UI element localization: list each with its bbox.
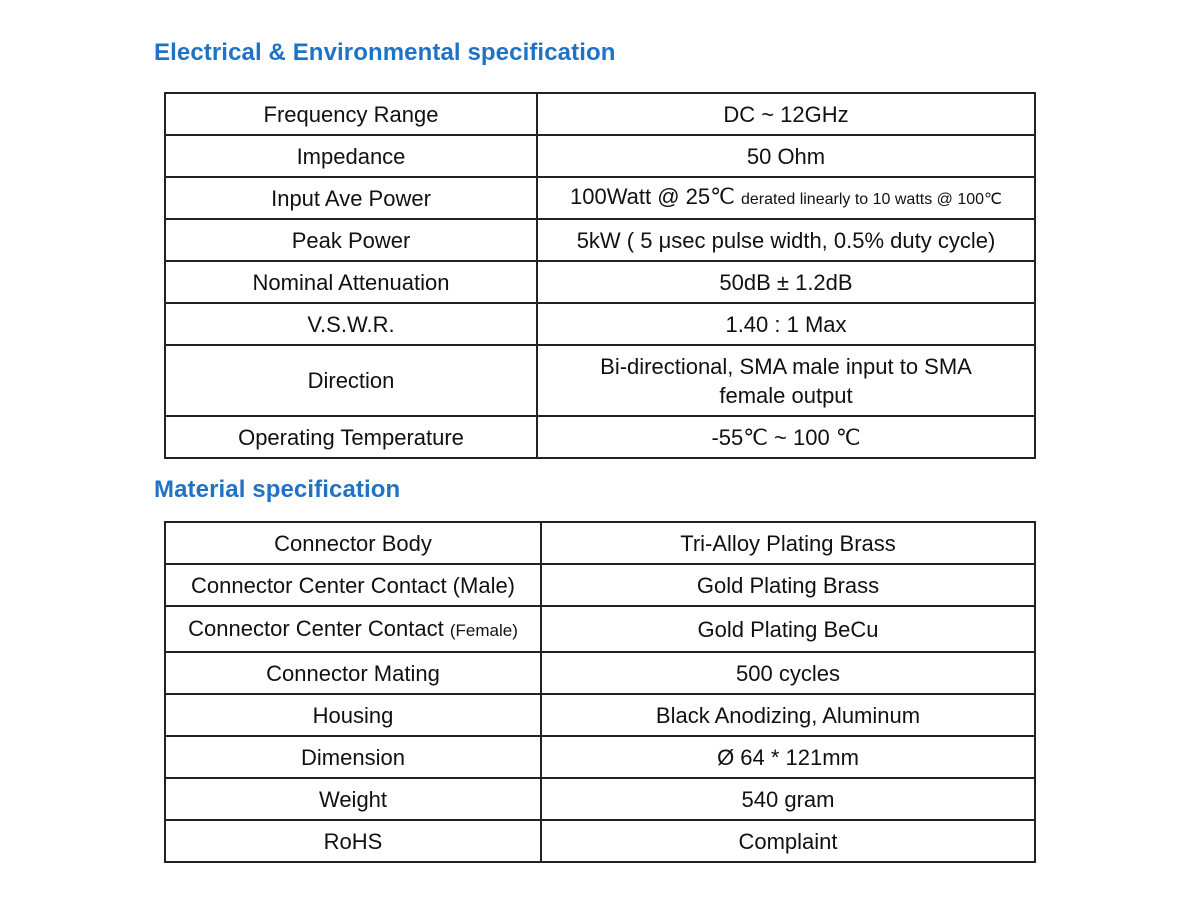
spec-value: Tri-Alloy Plating Brass [541, 522, 1035, 564]
table-row [165, 135, 1035, 177]
table-row [165, 564, 1035, 606]
spec-label: Connector Center Contact [188, 615, 444, 641]
spec-label: Direction [165, 345, 537, 416]
spec-value: Gold Plating Brass [541, 564, 1035, 606]
spec-value: -55℃ ~ 100 ℃ [537, 416, 1035, 458]
table-row [165, 261, 1035, 303]
spec-label: V.S.W.R. [165, 303, 537, 345]
spec-value-cell [537, 345, 1035, 416]
table-row [165, 93, 1035, 135]
table-row [165, 177, 1035, 219]
spec-value: Ø 64 * 121mm [541, 736, 1035, 778]
table-row [165, 820, 1035, 862]
spec-label: Operating Temperature [165, 416, 537, 458]
spec-label: Housing [165, 694, 541, 736]
table-row [165, 303, 1035, 345]
table-row [165, 652, 1035, 694]
spec-value: 50 Ohm [537, 135, 1035, 177]
spec-value: Complaint [541, 820, 1035, 862]
spec-label: Weight [165, 778, 541, 820]
table-row [165, 522, 1035, 564]
spec-value: 1.40 : 1 Max [537, 303, 1035, 345]
spec-label: Input Ave Power [165, 177, 537, 219]
spec-label: Frequency Range [165, 93, 537, 135]
spec-value: 5kW ( 5 μsec pulse width, 0.5% duty cycle) [537, 219, 1035, 261]
spec-value: 540 gram [541, 778, 1035, 820]
table-row [165, 778, 1035, 820]
spec-value-line: female output [719, 382, 853, 408]
spec-value-note: derated linearly to 10 watts @ 100℃ [740, 191, 1002, 208]
spec-label-cell [165, 606, 541, 652]
material-spec-heading: Material specification [154, 476, 401, 503]
spec-label: Dimension [165, 736, 541, 778]
spec-value: 100Watt @ 25℃ [570, 184, 735, 209]
spec-value: 50dB ± 1.2dB [537, 261, 1035, 303]
spec-value-cell [537, 177, 1035, 219]
table-row [165, 606, 1035, 652]
table-row [165, 219, 1035, 261]
spec-value: Gold Plating BeCu [541, 606, 1035, 652]
spec-value: Black Anodizing, Aluminum [541, 694, 1035, 736]
spec-value-line: Bi-directional, SMA male input to SMA [600, 353, 972, 379]
table-row [165, 694, 1035, 736]
spec-value: DC ~ 12GHz [537, 93, 1035, 135]
spec-label: Nominal Attenuation [165, 261, 537, 303]
spec-label: Connector Body [165, 522, 541, 564]
electrical-spec-table [164, 92, 1036, 459]
table-row [165, 416, 1035, 458]
spec-label: Peak Power [165, 219, 537, 261]
spec-label: Connector Mating [165, 652, 541, 694]
spec-label: Connector Center Contact (Male) [165, 564, 541, 606]
material-spec-table [164, 521, 1036, 863]
spec-label-paren: (Female) [449, 620, 518, 640]
table-row [165, 345, 1035, 416]
table-row [165, 736, 1035, 778]
spec-value: 500 cycles [541, 652, 1035, 694]
spec-label: RoHS [165, 820, 541, 862]
spec-label: Impedance [165, 135, 537, 177]
electrical-spec-heading: Electrical & Environmental specification [154, 39, 616, 66]
